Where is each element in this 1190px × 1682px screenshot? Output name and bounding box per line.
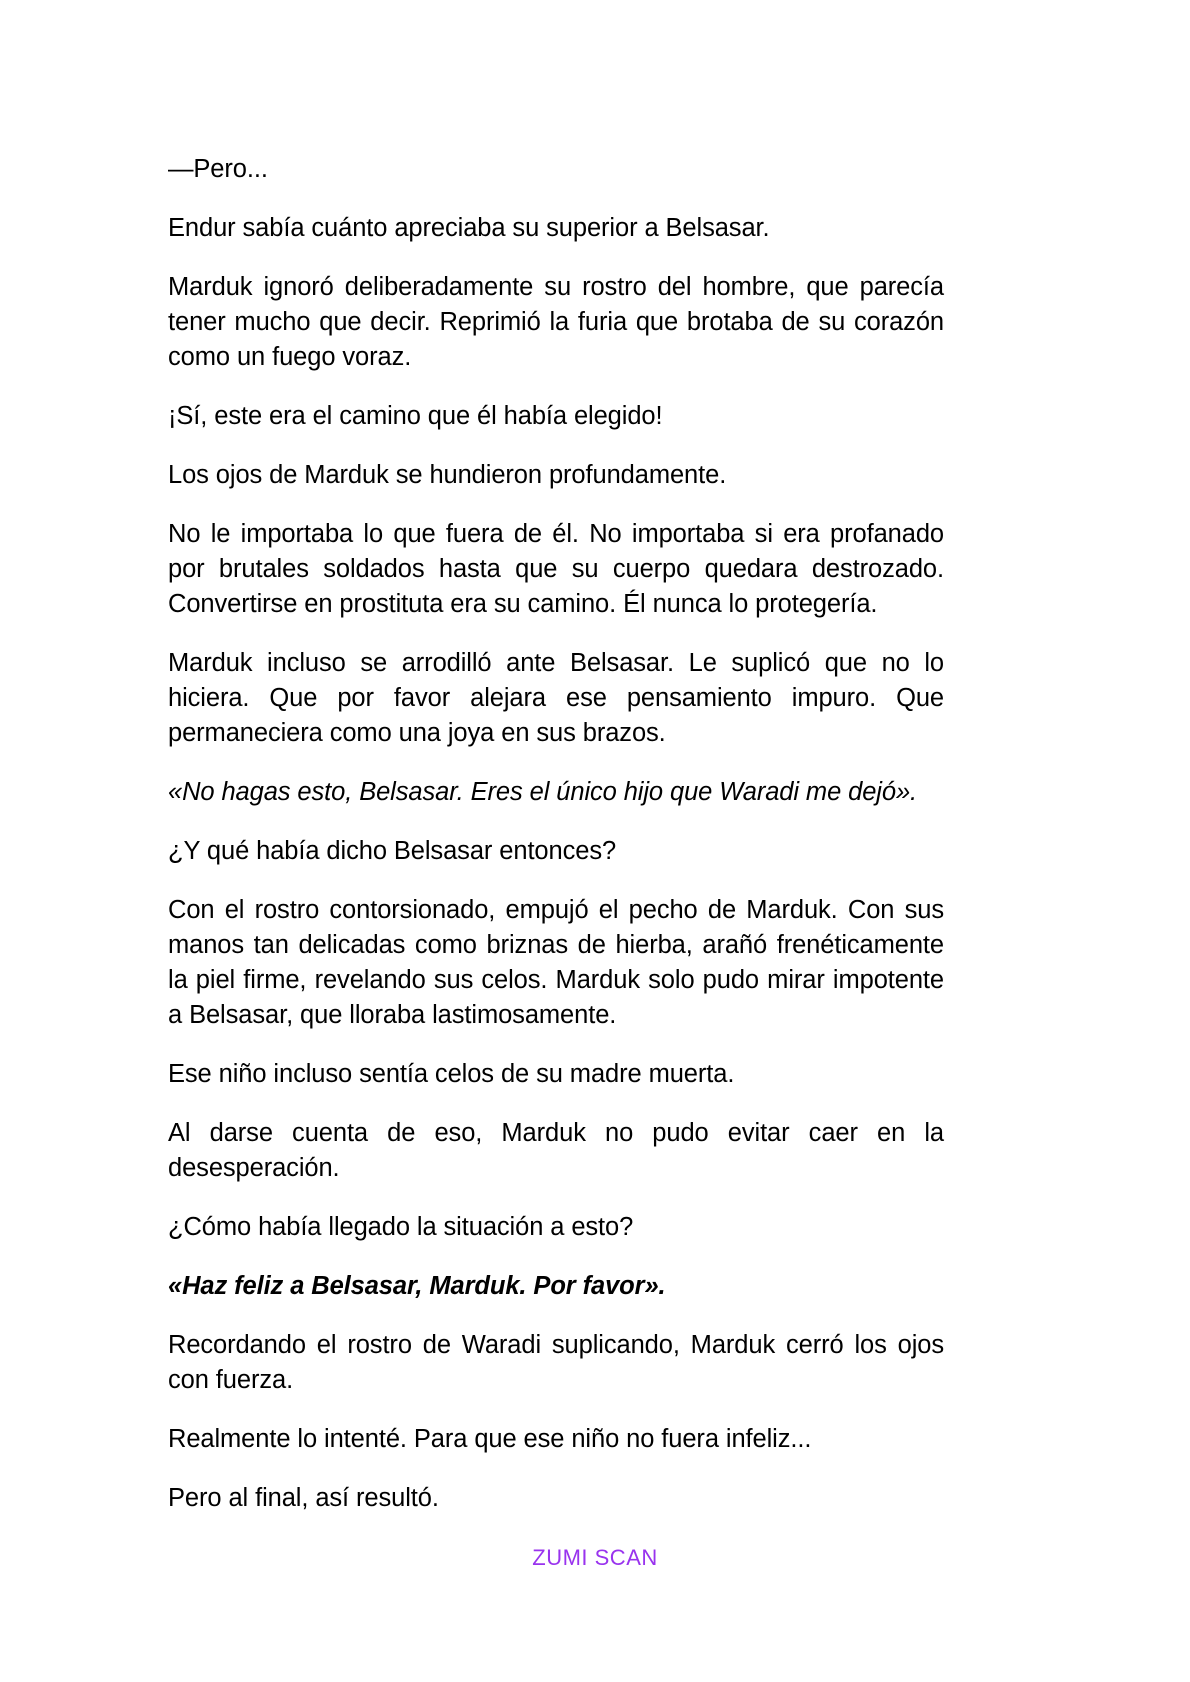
paragraph-4: ¡Sí, este era el camino que él había elegido! (168, 402, 663, 430)
paragraph-3: Marduk ignoró deliberadamente su rostro del hombre, que parecía tener mucho que decir. Reprimió la furia que brotaba de su corazón como un fuego voraz. (168, 273, 944, 371)
paragraph-12: Al darse cuenta de eso, Marduk no pudo evitar caer en la desesperación. (168, 1119, 944, 1182)
body-text-column (168, 152, 944, 1516)
watermark-zumi-scan: ZUMI SCAN (532, 1545, 658, 1570)
paragraph-8-quote-italic: «No hagas esto, Belsasar. Eres el único hijo que Waradi me dejó». (168, 778, 918, 806)
paragraph-1: —Pero... (168, 155, 268, 183)
paragraph-11: Ese niño incluso sentía celos de su madre muerta. (168, 1060, 735, 1088)
paragraph-17: Pero al final, así resultó. (168, 1484, 439, 1512)
paragraph-14-quote-bold-italic: «Haz feliz a Belsasar, Marduk. Por favor». (168, 1272, 666, 1300)
paragraph-2: Endur sabía cuánto apreciaba su superior a Belsasar. (168, 214, 770, 242)
paragraph-7: Marduk incluso se arrodilló ante Belsasar. Le suplicó que no lo hiciera. Que por favor alejara ese pensamiento impuro. Que permaneciera como una joya en sus brazos. (168, 649, 944, 747)
paragraph-6: No le importaba lo que fuera de él. No importaba si era profanado por brutales soldados hasta que su cuerpo quedara destrozado. Convertirse en prostituta era su camino. Él nunca lo protegería. (168, 520, 944, 618)
paragraph-9: ¿Y qué había dicho Belsasar entonces? (168, 837, 617, 865)
paragraph-16: Realmente lo intenté. Para que ese niño no fuera infeliz... (168, 1425, 812, 1453)
paragraph-5: Los ojos de Marduk se hundieron profundamente. (168, 461, 727, 489)
paragraph-15: Recordando el rostro de Waradi suplicando, Marduk cerró los ojos con fuerza. (168, 1331, 944, 1394)
paragraph-10: Con el rostro contorsionado, empujó el pecho de Marduk. Con sus manos tan delicadas como briznas de hierba, arañó frenéticamente la piel firme, revelando sus celos. Marduk solo pudo mirar impotente a Belsasar, que lloraba lastimosamente. (168, 896, 944, 1029)
paragraph-13: ¿Cómo había llegado la situación a esto? (168, 1213, 634, 1241)
